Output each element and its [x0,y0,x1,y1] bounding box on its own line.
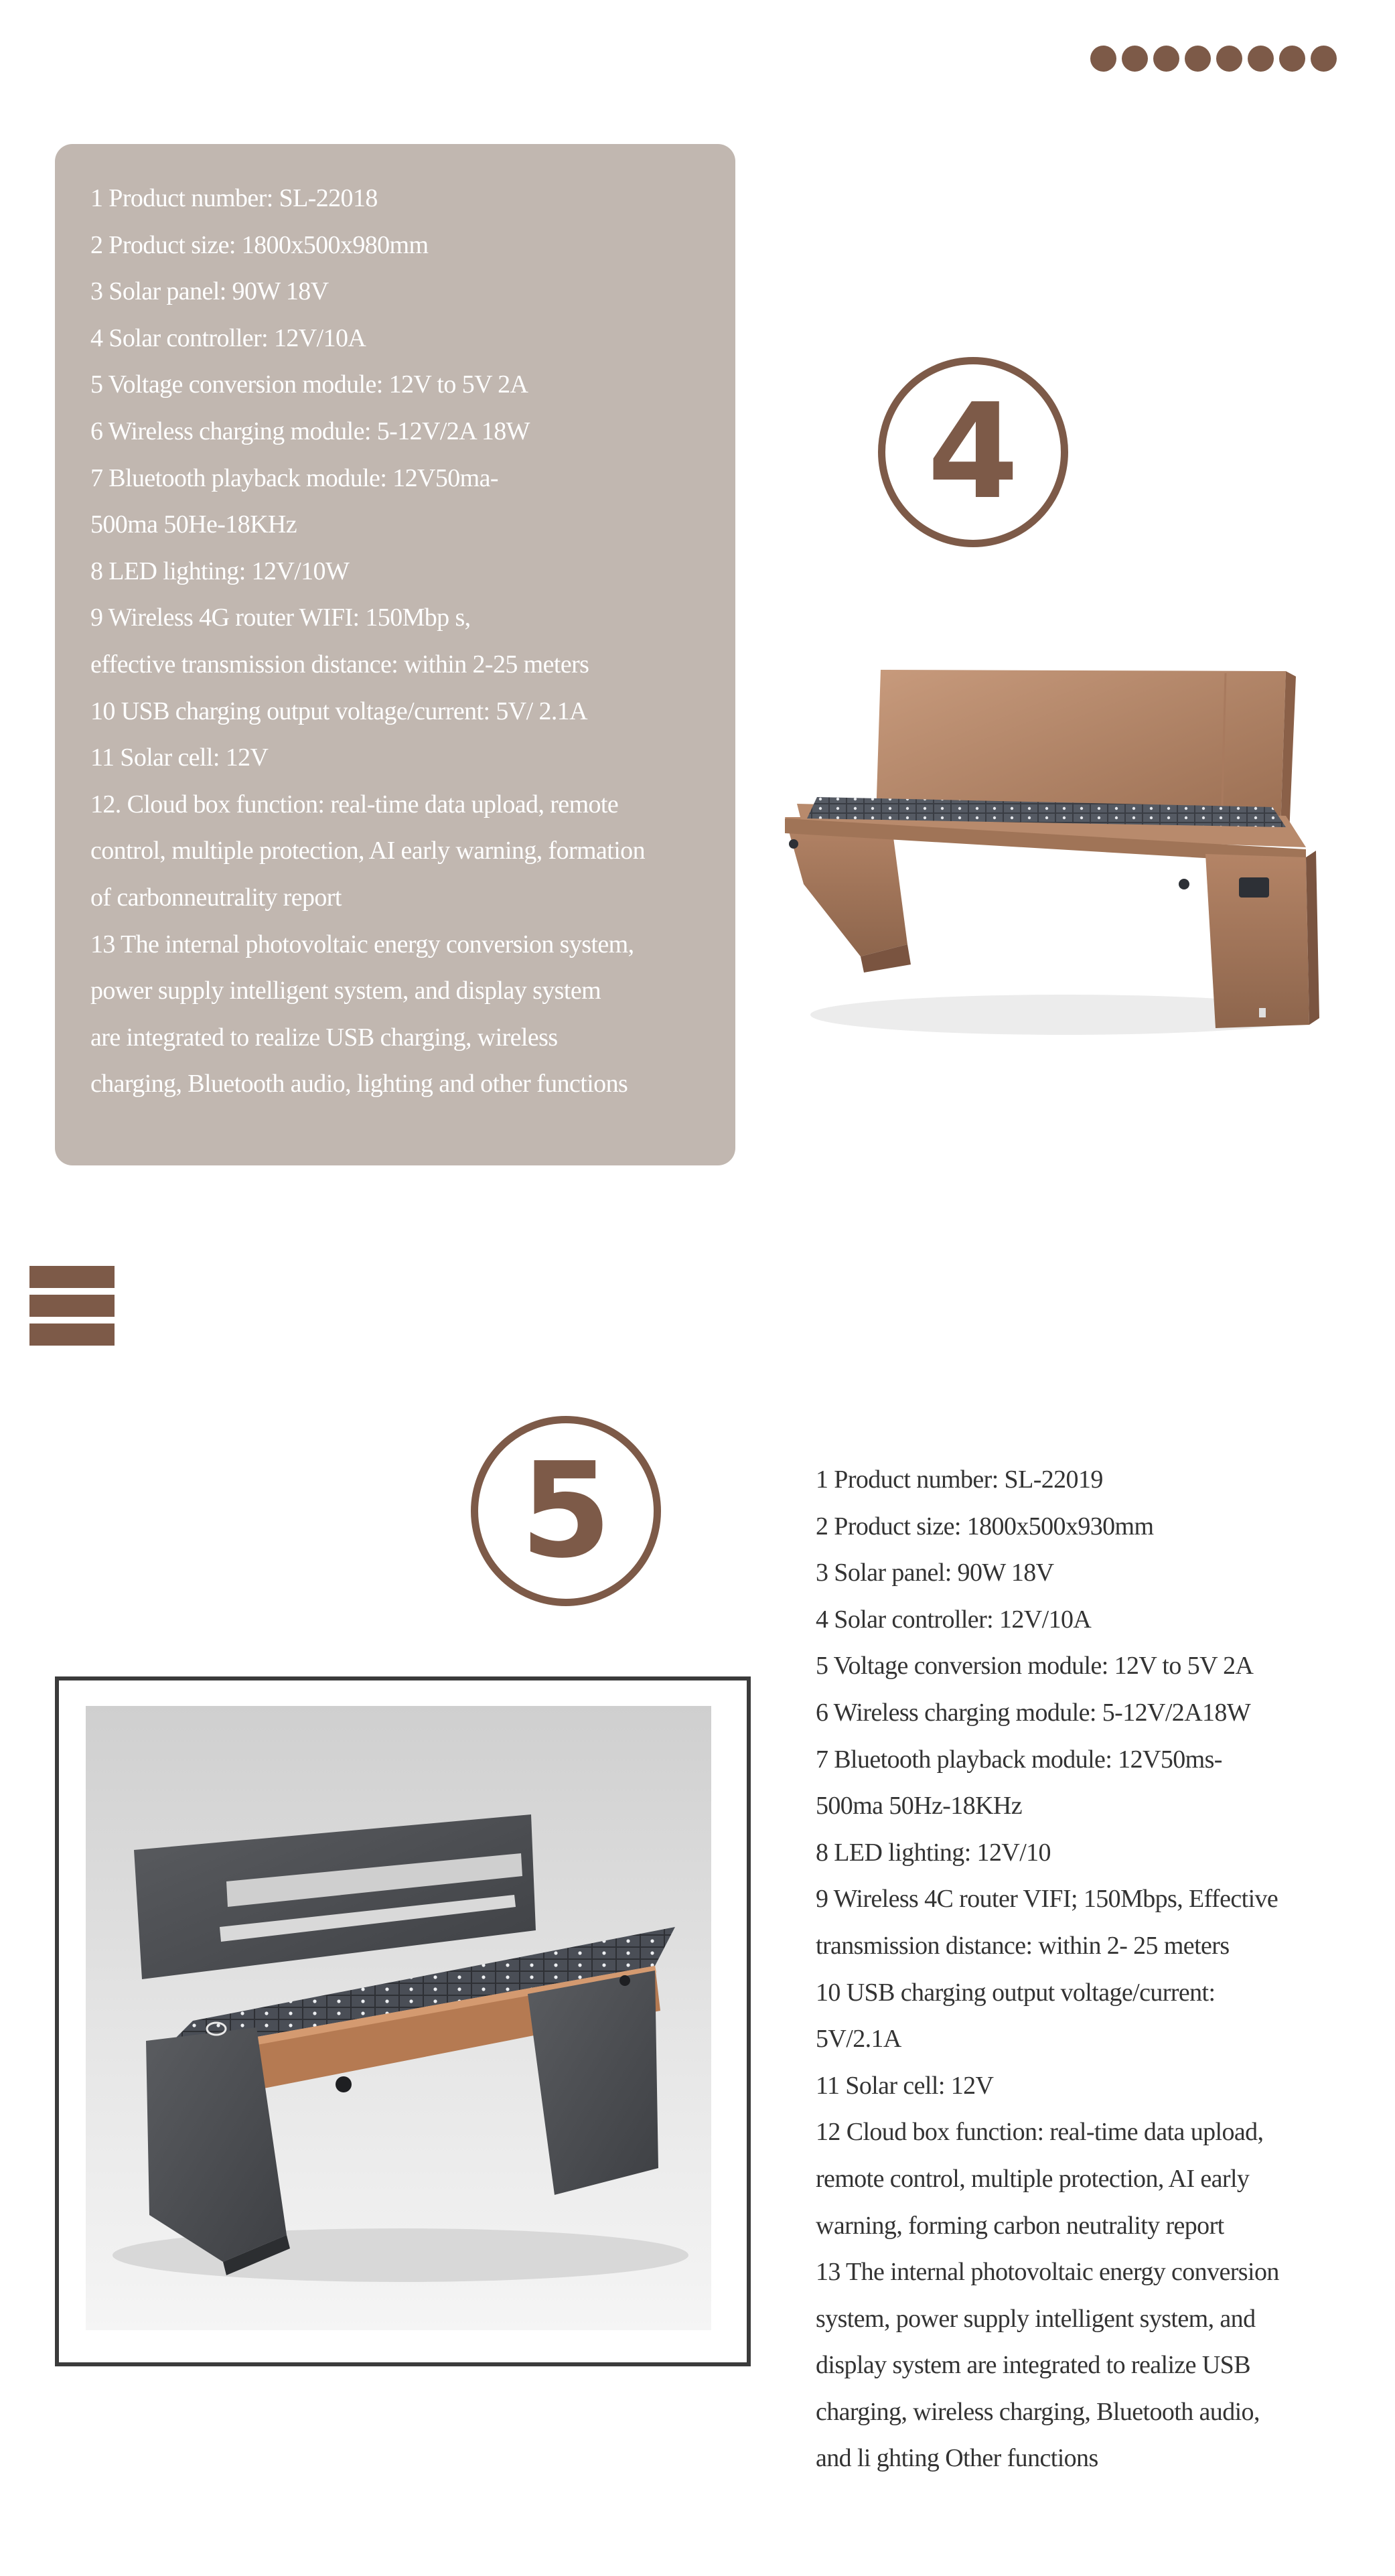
spec-line: 3 Solar panel: 90W 18V [816,1559,1054,1587]
hamburger-bar [29,1323,115,1346]
product-4-spec-list [90,175,723,1108]
spec-line: effective transmission distance: within 2-25 meters [90,650,589,678]
hamburger-icon [29,1266,115,1346]
spec-line: 2 Product size: 1800x500x930mm [816,1512,1154,1541]
spec-line: of carbonneutrality report [90,883,342,912]
product-5-spec-list [816,1457,1372,2482]
dot [1090,46,1116,72]
spec-line: 8 LED lighting: 12V/10W [90,557,350,585]
spec-line: 500ma 50He-18KHz [90,510,297,539]
spec-line: 5V/2.1A [816,2025,901,2054]
product-5-bench-image [86,1706,711,2330]
dot [1279,46,1305,72]
dot [1185,46,1211,72]
hamburger-bar [29,1295,115,1317]
spec-line: 12. Cloud box function: real-time data upload, remote [90,790,619,818]
dot [1311,46,1337,72]
spec-line: 6 Wireless charging module: 5-12V/2A 18W [90,417,530,445]
spec-line: system, power supply intelligent system, and [816,2304,1256,2333]
spec-line: 5 Voltage conversion module: 12V to 5V 2A [90,370,528,399]
spec-line: 9 Wireless 4G router WIFI: 150Mbp s, [90,603,471,632]
product-4-number: 4 [927,376,1019,528]
spec-line: 4 Solar controller: 12V/10A [90,324,366,352]
spec-line: 13 The internal photovoltaic energy conversion [816,2258,1279,2287]
spec-line: 9 Wireless 4C router VIFI; 150Mbps, Effective [816,1885,1278,1914]
spec-line: 2 Product size: 1800x500x980mm [90,230,429,259]
spec-line: remote control, multiple protection, AI early [816,2164,1250,2193]
dot [1153,46,1179,72]
product-5-image-frame [55,1676,751,2366]
spec-line: 7 Bluetooth playback module: 12V50ms- [816,1745,1222,1774]
spec-line: 10 USB charging output voltage/current: 5V/ 2.1A [90,697,587,725]
decorative-dots [1090,46,1337,72]
dot [1122,46,1148,72]
spec-line: 11 Solar cell: 12V [90,743,269,772]
spec-line: are integrated to realize USB charging, wireless [90,1023,558,1052]
product-4-number-badge [878,357,1068,547]
hamburger-bar [29,1266,115,1288]
spec-line: transmission distance: within 2- 25 meters [816,1931,1230,1960]
spec-line: 1 Product number: SL-22018 [90,184,378,212]
spec-line: 7 Bluetooth playback module: 12V50ma- [90,463,498,492]
spec-line: 5 Voltage conversion module: 12V to 5V 2A [816,1652,1254,1680]
spec-line: 1 Product number: SL-22019 [816,1465,1103,1494]
product-4-bench-image [777,663,1326,1045]
dot [1248,46,1274,72]
spec-line: charging, Bluetooth audio, lighting and other functions [90,1070,628,1098]
spec-line: 4 Solar controller: 12V/10A [816,1605,1092,1634]
spec-line: 10 USB charging output voltage/current: [816,1978,1216,2007]
spec-line: power supply intelligent system, and display system [90,977,601,1005]
spec-line: warning, forming carbon neutrality report [816,2211,1224,2240]
product-5-number: 5 [520,1435,612,1587]
spec-line: charging, wireless charging, Bluetooth audio, [816,2397,1260,2426]
spec-line: display system are integrated to realize USB [816,2351,1250,2380]
spec-line: 8 LED lighting: 12V/10 [816,1838,1051,1867]
spec-line: 11 Solar cell: 12V [816,2071,994,2100]
spec-line: and li ghting Other functions [816,2444,1098,2473]
spec-line: 3 Solar panel: 90W 18V [90,277,329,306]
spec-line: 6 Wireless charging module: 5-12V/2A18W [816,1698,1251,1727]
dot [1216,46,1242,72]
spec-line: control, multiple protection, AI early warning, formation [90,837,645,865]
spec-line: 500ma 50Hz-18KHz [816,1792,1023,1820]
spec-line: 13 The internal photovoltaic energy conversion system, [90,930,634,958]
spec-line: 12 Cloud box function: real-time data upload, [816,2118,1264,2147]
product-5-number-badge [471,1416,661,1606]
